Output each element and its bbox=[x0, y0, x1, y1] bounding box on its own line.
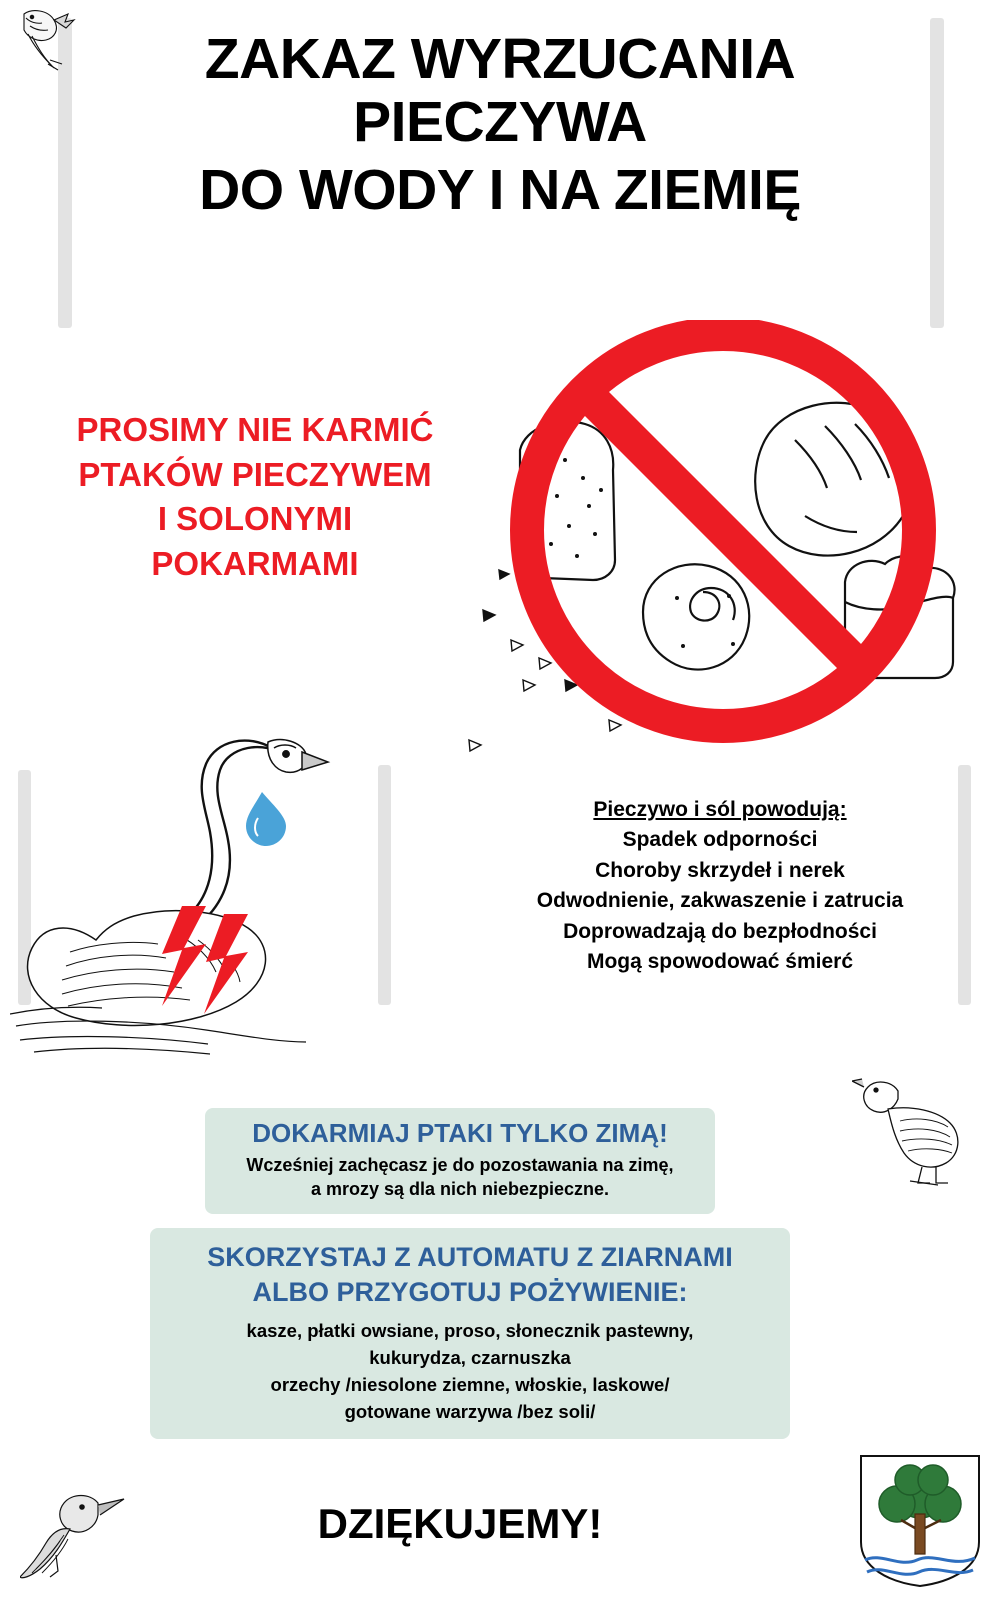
red-warning-line-4: POKARMAMI bbox=[151, 544, 359, 582]
poster-title bbox=[90, 28, 910, 222]
teardrop-icon bbox=[246, 792, 286, 846]
food-item-4: gotowane warzywa /bez soli/ bbox=[344, 1400, 596, 1422]
decorative-bar-right-top bbox=[930, 18, 944, 328]
food-item-2: kukurydza, czarnuszka bbox=[369, 1347, 571, 1368]
red-warning-line-2: PTAKÓW PIECZYWEM bbox=[78, 455, 432, 493]
winter-feeding-title: DOKARMIAJ PTAKI TYLKO ZIMĄ! bbox=[252, 1118, 668, 1148]
coat-of-arms-icon bbox=[855, 1450, 985, 1590]
food-suggestions-title-line-2: ALBO PRZYGOTUJ POŻYWIENIE: bbox=[252, 1277, 688, 1308]
title-line-3: DO WODY I NA ZIEMIĘ bbox=[199, 158, 801, 223]
effects-item-3: Odwodnienie, zakwaszenie i zatrucia bbox=[536, 889, 904, 913]
effects-heading: Pieczywo i sól powodują: bbox=[593, 798, 847, 821]
food-item-3: orzechy /niesolone ziemne, włoskie, laskowe/ bbox=[270, 1373, 670, 1395]
food-suggestions-list bbox=[162, 1318, 778, 1425]
duck-icon bbox=[852, 1075, 972, 1190]
winter-feeding-panel bbox=[205, 1108, 715, 1214]
red-warning-line-1: PROSIMY NIE KARMIĆ bbox=[76, 411, 434, 448]
swan-illustration-icon bbox=[10, 700, 380, 1060]
effects-item-5: Mogą spowodować śmierć bbox=[586, 950, 854, 974]
no-bread-sign-icon bbox=[465, 320, 985, 790]
small-bird-icon bbox=[8, 4, 88, 74]
thanks-text: DZIĘKUJEMY! bbox=[317, 1500, 603, 1547]
red-warning-text bbox=[20, 408, 490, 586]
crow-icon bbox=[20, 1485, 130, 1585]
food-suggestions-panel bbox=[150, 1228, 790, 1439]
effects-item-2: Choroby skrzydeł i nerek bbox=[595, 858, 845, 882]
winter-feeding-subline-1: Wcześniej zachęcasz je do pozostawania na zimę, bbox=[246, 1155, 674, 1176]
effects-item-4: Doprowadzają do bezpłodności bbox=[563, 919, 877, 943]
food-item-1: kasze, płatki owsiane, proso, słonecznik pastewny, bbox=[246, 1320, 694, 1342]
winter-feeding-subline-2: a mrozy są dla nich niebezpieczne. bbox=[310, 1179, 610, 1200]
red-warning-line-3: I SOLONYMI bbox=[157, 500, 353, 538]
title-line-2: PIECZYWA bbox=[353, 89, 647, 154]
effects-item-1: Spadek odporności bbox=[622, 828, 818, 852]
effects-list bbox=[470, 795, 970, 978]
food-suggestions-title-line-1: SKORZYSTAJ Z AUTOMATU Z ZIARNAMI bbox=[207, 1242, 733, 1272]
title-line-1: ZAKAZ WYRZUCANIA bbox=[204, 27, 796, 91]
